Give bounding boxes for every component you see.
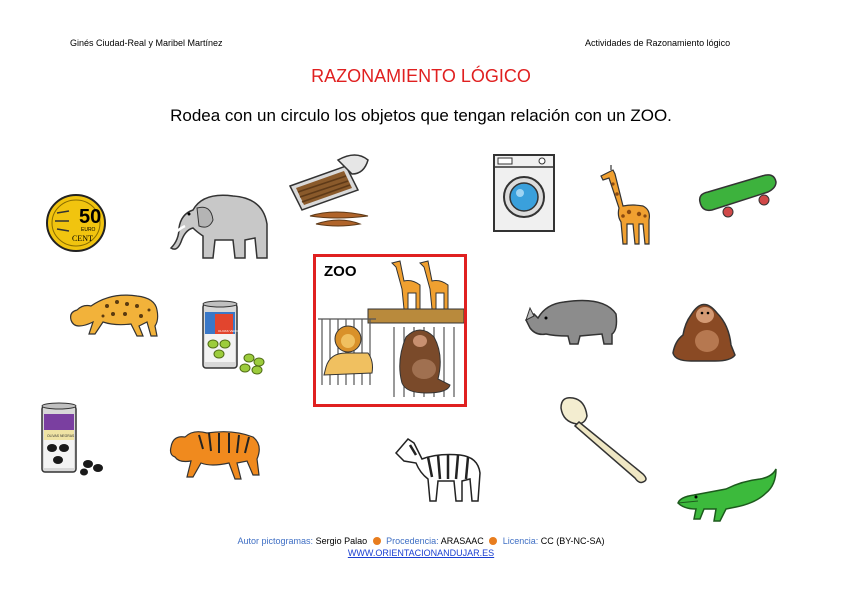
green-olive-can-picture[interactable] — [201, 300, 269, 376]
footer-author-label: Autor pictogramas: — [237, 536, 314, 546]
footer — [0, 535, 842, 559]
gorilla-picture[interactable] — [671, 295, 737, 363]
black-olive-can-picture[interactable] — [40, 402, 106, 476]
washing-machine-picture[interactable] — [492, 153, 556, 233]
header-subject: Actividades de Razonamiento lógico — [585, 38, 731, 48]
footer-license-label: Licencia: — [502, 536, 539, 546]
zoo-label: ZOO — [324, 263, 357, 280]
crocodile-picture[interactable] — [676, 463, 780, 525]
coin-line1: EURO — [81, 227, 96, 233]
coin-50-cent-picture[interactable] — [45, 193, 107, 253]
footer-author-value: Sergio Palao — [315, 536, 368, 546]
tiger-picture[interactable] — [167, 423, 265, 483]
page-title: RAZONAMIENTO LÓGICO — [311, 66, 531, 86]
zoo-center-card — [313, 254, 467, 407]
green-olive-can-label: OLIVAS VERDES — [218, 329, 242, 333]
coin-value: 50 — [79, 206, 102, 228]
leopard-picture[interactable] — [67, 286, 161, 340]
footer-license-value: CC (BY-NC-SA) — [540, 536, 605, 546]
elephant-picture[interactable] — [163, 190, 271, 262]
zebra-picture[interactable] — [394, 433, 482, 503]
bullet-icon — [489, 537, 497, 545]
giraffe-picture[interactable] — [599, 164, 655, 246]
coin-line2: CENT — [72, 234, 93, 243]
footer-source-value: ARASAAC — [440, 536, 484, 546]
footer-source-label: Procedencia: — [386, 536, 439, 546]
website-link[interactable]: WWW.ORIENTACIONANDUJAR.ES — [347, 548, 495, 558]
instruction-text: Rodea con un circulo los objetos que tengan relación con un ZOO. — [170, 106, 672, 125]
header-authors: Ginés Ciudad-Real y Maribel Martínez — [70, 38, 223, 48]
sardine-can-picture[interactable] — [286, 152, 372, 228]
bullet-icon — [373, 537, 381, 545]
skateboard-picture[interactable] — [696, 172, 778, 218]
black-olive-can-label: OLIVAS NEGRAS — [47, 434, 75, 438]
rhinoceros-picture[interactable] — [524, 294, 620, 346]
spatula-picture[interactable] — [557, 394, 653, 484]
footer-credits — [0, 535, 842, 547]
